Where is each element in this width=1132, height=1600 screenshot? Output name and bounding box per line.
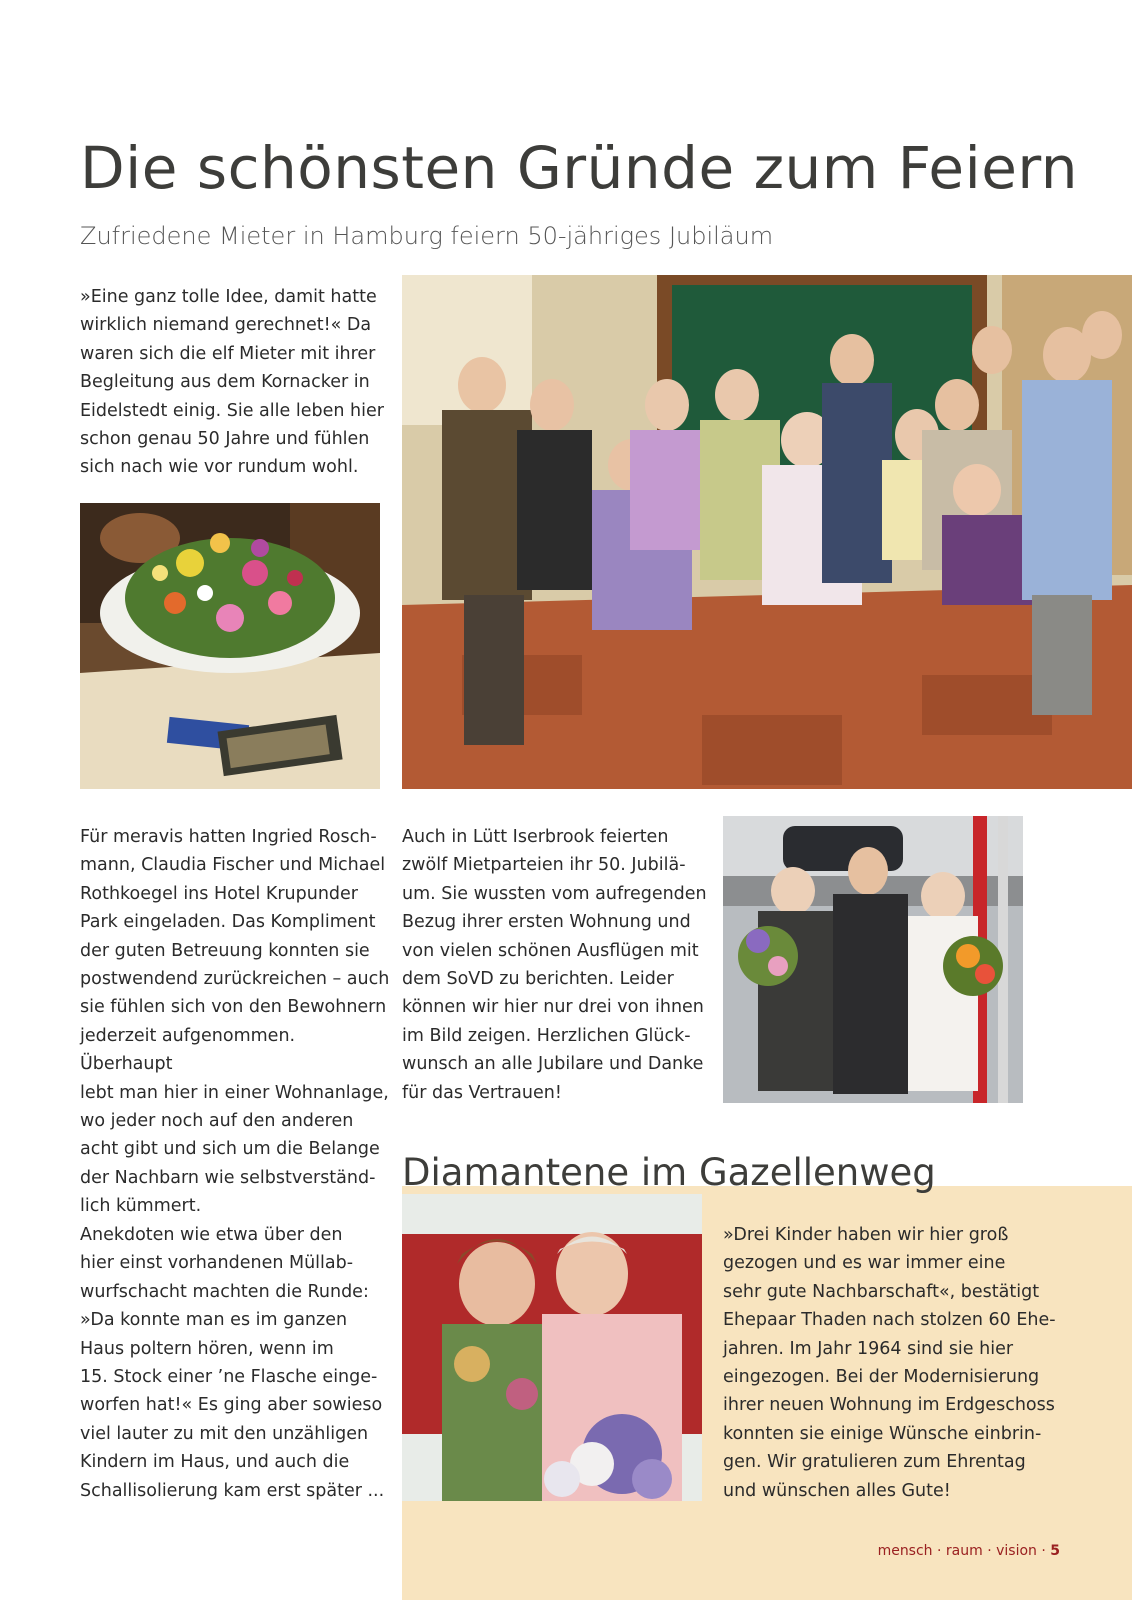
- sidebar-heading: Diamantene im Gazellenweg: [402, 1151, 936, 1194]
- footer-label: mensch · raum · vision ·: [877, 1543, 1051, 1559]
- page-number: 5: [1050, 1543, 1060, 1559]
- page-subtitle: Zufriedene Mieter in Hamburg feiern 50-jähriges Jubiläum: [80, 222, 774, 250]
- page-footer: [860, 1538, 1060, 1564]
- sidebar-paragraph: »Drei Kinder haben wir hier groß gezogen und es war immer eine sehr gute Nachbarschaft«, bestätigt Ehepaar Thaden nach stolzen 60 Ehe- jahren. Im Jahr 1964 sind sie hier eingezogen. Bei der Modernisierung ihrer neuen Wohnung im Erdgeschoss konnten sie einige Wünsche einbrin- gen. Wir gratulieren zum Ehrentag und wünschen alles Gute!: [723, 1225, 1056, 1501]
- page-title: Die schönsten Gründe zum Feiern: [80, 134, 1078, 202]
- left-column-paragraph-2: Anekdoten wie etwa über den hier einst vorhandenen Müllab- wurfschacht machten die Runde: »Da konnte man es im ganzen Haus poltern hören, wenn im 15. Stock einer ’ne Flasche einge- worfen hat!« Es ging aber sowieso viel lauter zu mit den unzähligen Kindern im Haus, und auch die Schallisolierung kam erst später ...: [80, 1225, 385, 1501]
- group-celebration-photo: [402, 275, 1132, 789]
- flower-bouquet-photo: [80, 503, 380, 789]
- intro-paragraph: »Eine ganz tolle Idee, damit hatte wirklich niemand gerechnet!« Da waren sich die elf Mieter mit ihrer Begleitung aus dem Kornacker in Eidelstedt einig. Sie alle leben hier schon genau 50 Jahre und fühlen sich nach wie vor rundum wohl.: [80, 287, 384, 478]
- couple-photo: [402, 1194, 702, 1501]
- jubilee-trio-photo: [723, 816, 1023, 1103]
- left-column-paragraph-1: Für meravis hatten Ingried Rosch- mann, Claudia Fischer und Michael Rothkoegel ins Hotel Krupunder Park eingeladen. Das Kompliment der guten Betreuung konnten sie postwendend zurückreichen – auch sie fühlen sich von den Bewohnern jederzeit aufgenommen. Überhaupt lebt man hier in einer Wohnanlage, wo jeder noch auf den anderen acht gibt und sich um die Belange der Nachbarn wie selbstverständ- lich kümmert.: [80, 827, 390, 1217]
- middle-column-paragraph: Auch in Lütt Iserbrook feierten zwölf Mietparteien ihr 50. Jubilä- um. Sie wussten vom aufregenden Bezug ihrer ersten Wohnung und von vielen schönen Ausflügen mit dem SoVD zu berichten. Leider können wir hier nur drei von ihnen im Bild zeigen. Herzlichen Glück- wunsch an alle Jubilare und Danke für das Vertrauen!: [402, 827, 707, 1103]
